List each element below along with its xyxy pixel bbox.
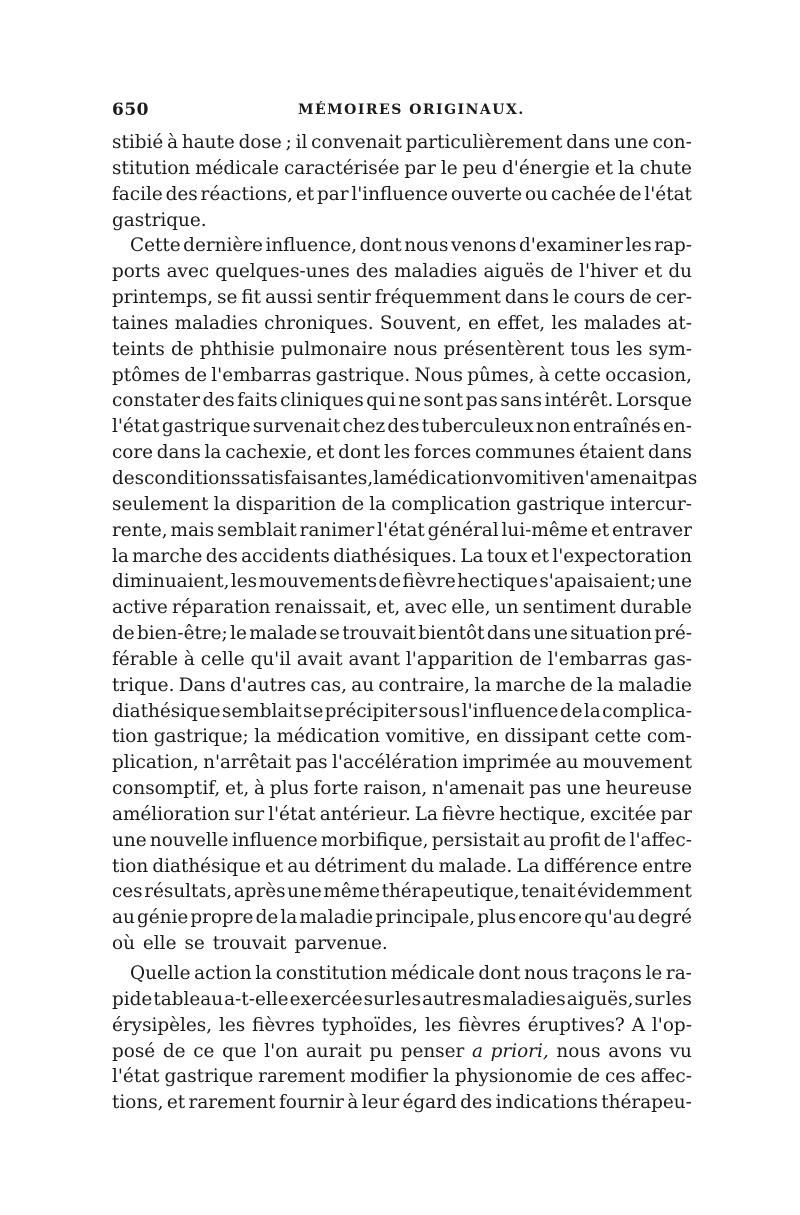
text-line: Cette dernière influence, dont nous venons d'examiner les rap- xyxy=(130,235,692,257)
paragraph xyxy=(112,961,692,1116)
paragraph xyxy=(112,130,692,233)
page-header xyxy=(112,100,692,124)
text-line: tion gastrique; la médication vomitive, en dissipant cette com- xyxy=(112,726,692,748)
text-line: des conditions satisfaisantes, la médication vomitive n'amenait pas xyxy=(112,467,698,489)
text-line: diathésique semblait se précipiter sous l'influence de la complica- xyxy=(112,700,692,722)
text-line: core dans la cachexie, et dont les forces communes étaient dans xyxy=(112,442,692,464)
text-line: teints de phthisie pulmonaire nous présentèrent tous les sym- xyxy=(112,338,692,360)
text-line: ptômes de l'embarras gastrique. Nous pûmes, à cette occasion, xyxy=(112,364,692,386)
text-line: rente, mais semblait ranimer l'état général lui-même et entraver xyxy=(112,519,692,541)
text-line: stitution médicale caractérisée par le peu d'énergie et la chute xyxy=(112,157,692,179)
text-line: où elle se trouvait parvenue. xyxy=(112,933,388,955)
text-line: l'état gastrique survenait chez des tuberculeux non entraînés en- xyxy=(112,416,692,438)
text-line: posé de ce que l'on aurait pu penser a priori, nous avons vu xyxy=(112,1040,692,1062)
text-line: gastrique. xyxy=(112,209,207,231)
text-line: amélioration sur l'état antérieur. La fièvre hectique, excitée par xyxy=(112,803,692,825)
text-line: une nouvelle influence morbifique, persistait au profit de l'affec- xyxy=(112,829,692,851)
text-line: tion diathésique et au détriment du malade. La différence entre xyxy=(112,855,692,877)
body-text xyxy=(112,130,698,1116)
text-line: plication, n'arrêtait pas l'accélération imprimée au mouvement xyxy=(112,752,692,774)
text-line: facile des réactions, et par l'influence ouverte ou cachée de l'état xyxy=(112,183,692,205)
text-line: constater des faits cliniques qui ne sont pas sans intérêt. Lorsque xyxy=(112,390,692,412)
text-line: active réparation renaissait, et, avec elle, un sentiment durable xyxy=(112,597,692,619)
running-head: MÉMOIRES ORIGINAUX. xyxy=(298,102,525,118)
text-line: consomptif, et, à plus forte raison, n'amenait pas une heureuse xyxy=(112,778,692,800)
text-line: au génie propre de la maladie principale, plus encore qu'au degré xyxy=(112,907,692,929)
text-line: trique. Dans d'autres cas, au contraire, la marche de la maladie xyxy=(112,674,692,696)
page-number: 650 xyxy=(112,100,149,120)
text-line: pide tableau a-t-elle exercée sur les autres maladies aiguës, sur les xyxy=(112,988,692,1010)
text-line: de bien-être; le malade se trouvait bientôt dans une situation pré- xyxy=(112,623,692,645)
text-line: tions, et rarement fournir à leur égard des indications thérapeu- xyxy=(112,1092,692,1114)
text-line: stibié à haute dose ; il convenait particulièrement dans une con- xyxy=(112,132,692,153)
text-line: l'état gastrique rarement modifier la physionomie de ces affec- xyxy=(112,1066,692,1088)
text-line: printemps, se fit aussi sentir fréquemment dans le cours de cer- xyxy=(112,287,692,309)
text-line: érysipèles, les fièvres typhoïdes, les fièvres éruptives? A l'op- xyxy=(112,1014,692,1036)
text-line: Quelle action la constitution médicale dont nous traçons le ra- xyxy=(130,963,692,984)
text-line: ports avec quelques-unes des maladies aiguës de l'hiver et du xyxy=(112,261,692,283)
text-line: seulement la disparition de la complication gastrique intercur- xyxy=(112,493,692,515)
text-line: diminuaient, les mouvements de fièvre hectique s'apaisaient; une xyxy=(112,571,692,593)
paragraph xyxy=(112,233,698,957)
text-line: ces résultats, après une même thérapeutique, tenait évidemment xyxy=(112,881,692,903)
text-line: taines maladies chroniques. Souvent, en effet, les malades at- xyxy=(112,312,692,334)
text-line: la marche des accidents diathésiques. La toux et l'expectoration xyxy=(112,545,692,567)
text-line: férable à celle qu'il avait avant l'apparition de l'embarras gas- xyxy=(112,648,692,670)
